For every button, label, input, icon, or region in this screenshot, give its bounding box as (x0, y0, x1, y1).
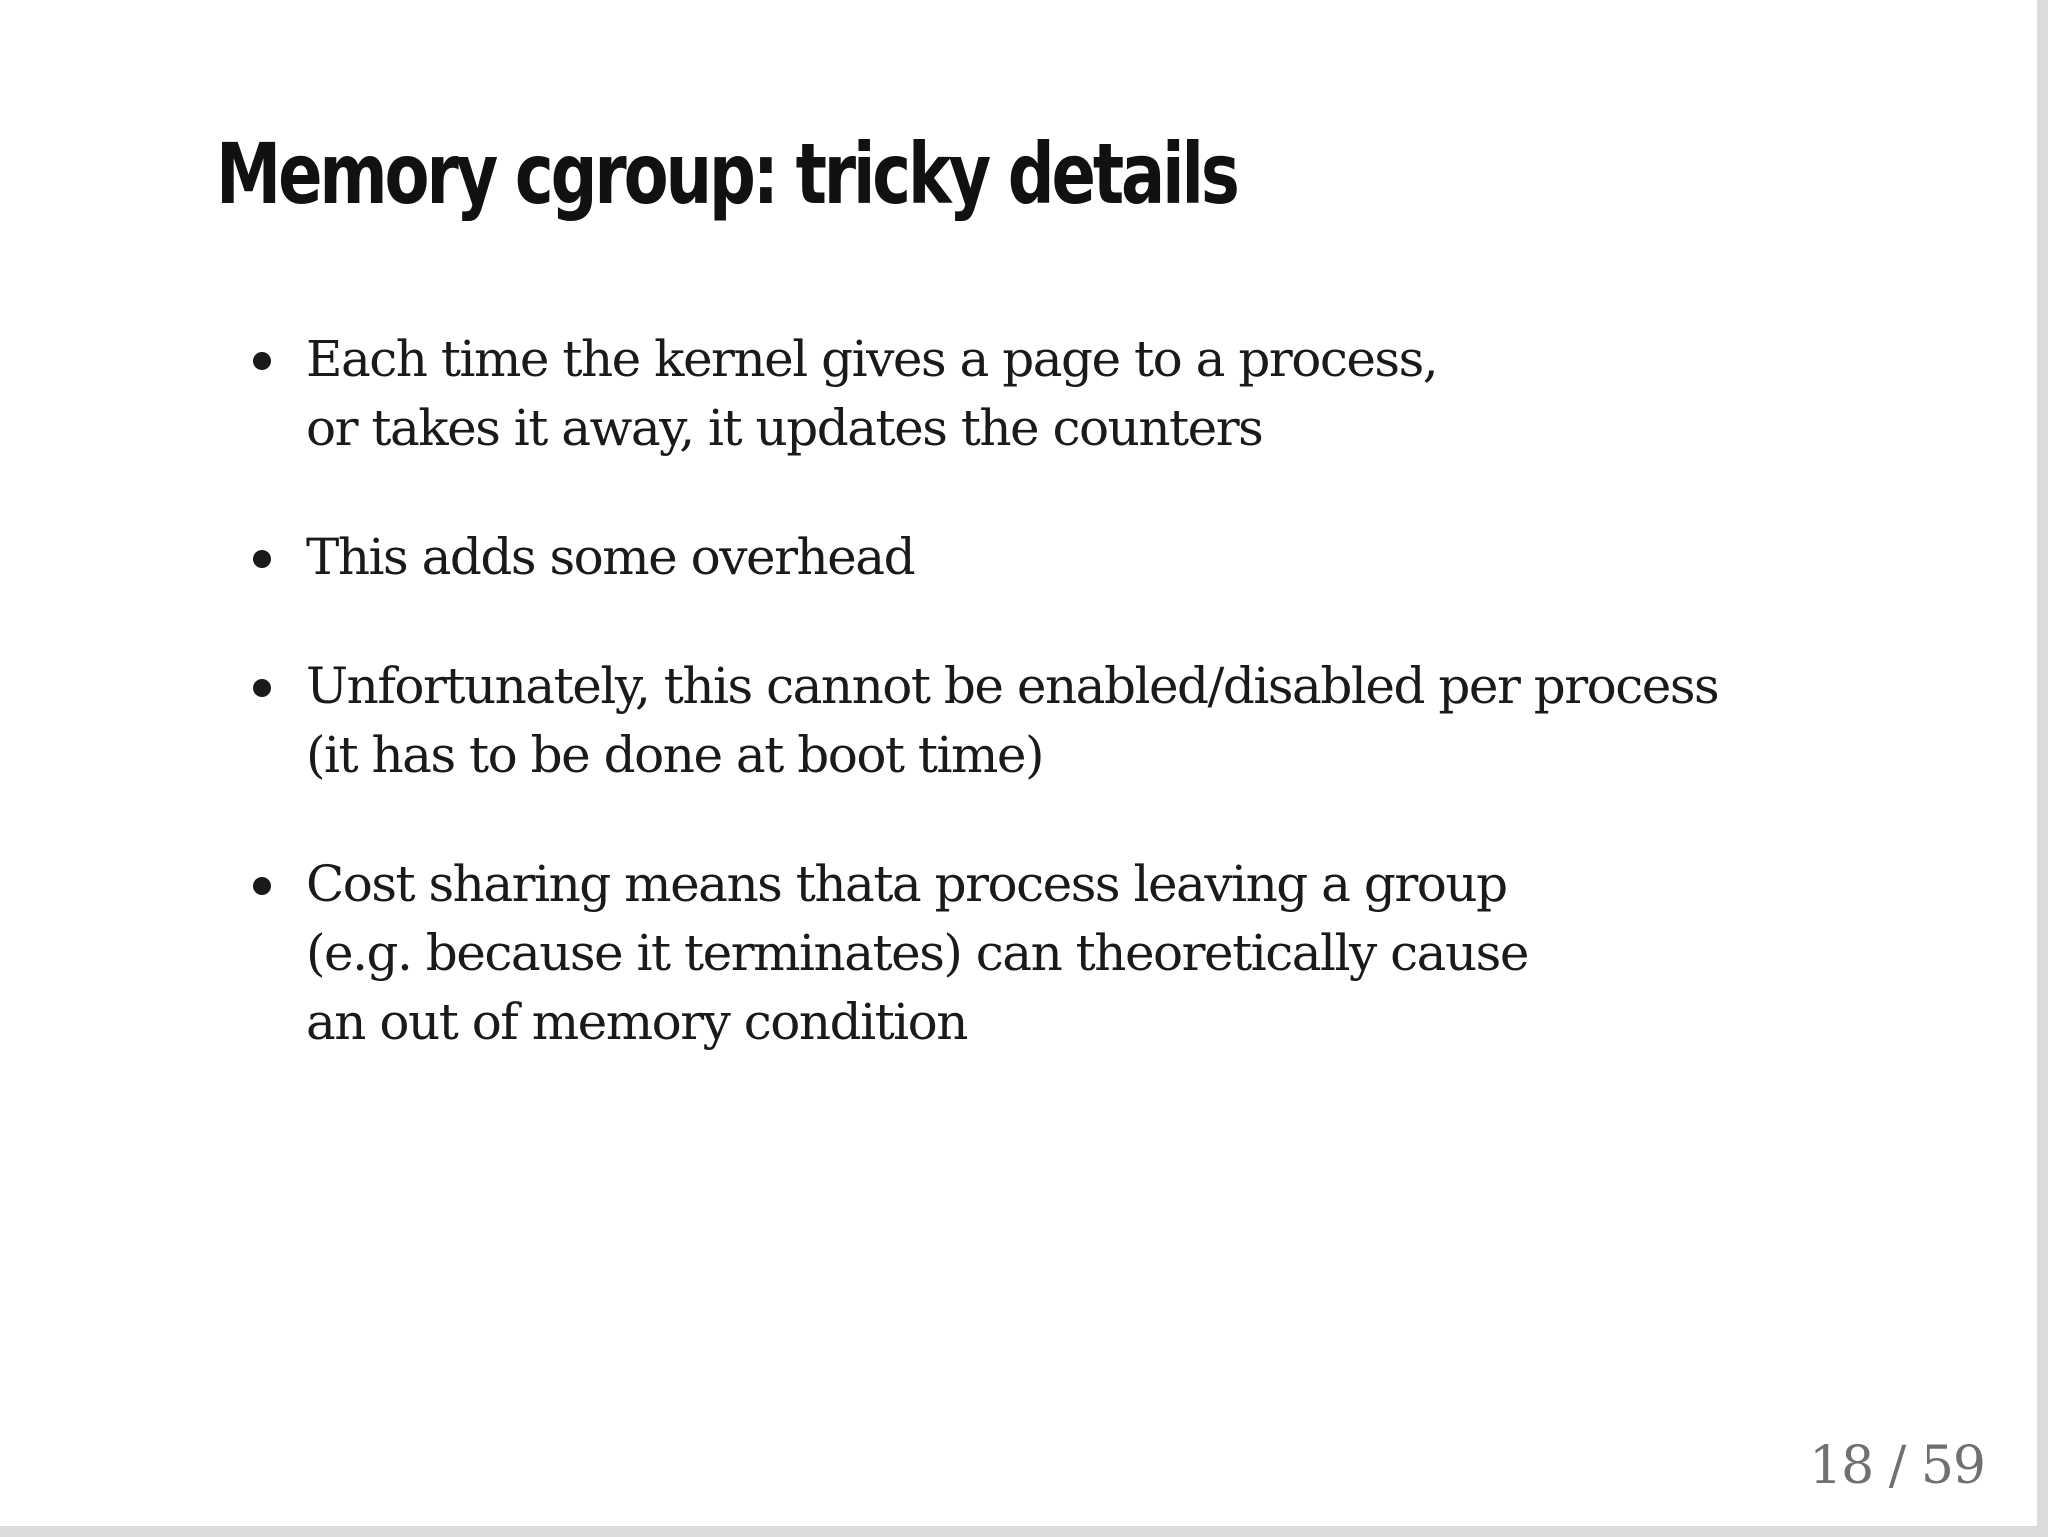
bullet-dot-icon (253, 352, 271, 370)
bullet-list (235, 325, 1906, 1117)
bullet-line: Cost sharing means thata process leaving a group (306, 855, 1507, 913)
bullet-line: (it has to be done at boot time) (306, 726, 1044, 784)
slide-title: Memory cgroup: tricky details (216, 125, 1237, 223)
page-number: 18 / 59 (1809, 1436, 1985, 1496)
bullet-line: (e.g. because it terminates) can theoretically cause (306, 924, 1528, 982)
bullet-dot-icon (253, 550, 271, 568)
slide-edge-bottom (0, 1526, 2048, 1537)
bullet-line: Each time the kernel gives a page to a process, (306, 330, 1438, 388)
bullet-line: Unfortunately, this cannot be enabled/disabled per process (306, 657, 1719, 715)
bullet-line: or takes it away, it updates the counters (306, 399, 1263, 457)
slide-edge-right (2037, 0, 2048, 1537)
bullet-dot-icon (253, 679, 271, 697)
bullet-item (306, 325, 1906, 463)
bullet-item (306, 850, 1906, 1057)
bullet-item (306, 652, 1906, 790)
bullet-line: This adds some overhead (306, 528, 915, 586)
bullet-item (306, 523, 1906, 592)
bullet-dot-icon (253, 877, 271, 895)
bullet-line: an out of memory condition (306, 993, 967, 1051)
